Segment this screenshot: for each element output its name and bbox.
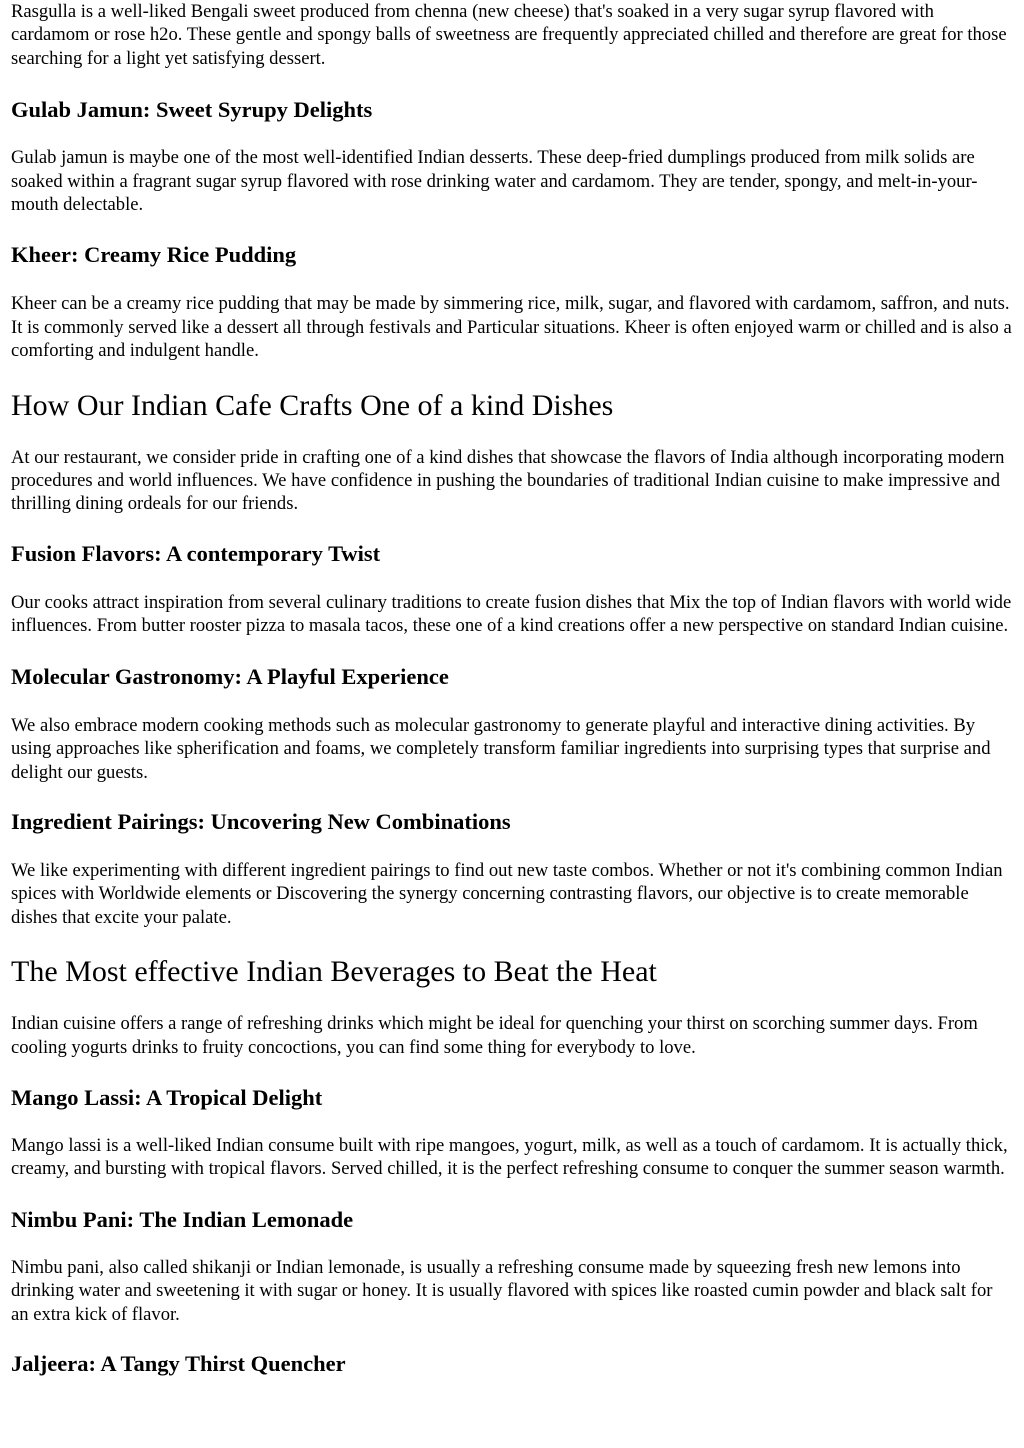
heading-fusion-flavors: Fusion Flavors: A contemporary Twist (11, 540, 381, 566)
paragraph-ingredient-pairings: We like experimenting with different ingredient pairings to find out new taste combos. Whether or not it's combining common Indian spices with Worldwide elements or Discovering the synergy concerning contrasting flavors, our objective is to create memorable dishes that excite your palate. (11, 859, 1003, 928)
heading-indian-cafe-crafts: How Our Indian Cafe Crafts One of a kind Dishes (11, 388, 614, 422)
heading-mango-lassi: Mango Lassi: A Tropical Delight (11, 1084, 323, 1110)
paragraph-mango-lassi: Mango lassi is a well-liked Indian consume built with ripe mangoes, yogurt, milk, as well as a touch of cardamom. It is actually thick, creamy, and bursting with tropical flavors. Served chilled, it is the perfect refreshing consume to conquer the summer season warmth. (11, 1134, 1008, 1180)
heading-ingredient-pairings: Ingredient Pairings: Uncovering New Combinations (11, 808, 511, 834)
heading-molecular-gastronomy: Molecular Gastronomy: A Playful Experience (11, 663, 449, 689)
paragraph-indian-cafe-crafts: At our restaurant, we consider pride in crafting one of a kind dishes that showcase the flavors of India although incorporating modern procedures and world influences. We have confidence in pushing the boundaries of traditional Indian cuisine to make impressive and thrilling dining ordeals for our friends. (11, 446, 1005, 515)
paragraph-molecular-gastronomy: We also embrace modern cooking methods such as molecular gastronomy to generate playful and interactive dining activities. By using approaches like spherification and foams, we completely transform familiar ingredients into surprising types that surprise and delight our guests. (11, 714, 991, 783)
paragraph-kheer: Kheer can be a creamy rice pudding that may be made by simmering rice, milk, sugar, and flavored with cardamom, saffron, and nuts. It is commonly served like a dessert all through festivals and Particular situations. Kheer is often enjoyed warm or chilled and is also a comforting and indulgent handle. (11, 293, 1012, 362)
heading-gulab-jamun: Gulab Jamun: Sweet Syrupy Delights (11, 97, 373, 123)
paragraph-rasgulla: Rasgulla is a well-liked Bengali sweet produced from chenna (new cheese) that's soaked in a very sugar syrup flavored with cardamom or rose h2o. These gentle and spongy balls of sweetness are frequently appreciated chilled and therefore are great for those searching for a light yet satisfying dessert. (11, 1, 1007, 69)
heading-indian-beverages: The Most effective Indian Beverages to Beat the Heat (11, 955, 657, 989)
paragraph-indian-beverages: Indian cuisine offers a range of refreshing drinks which might be ideal for quenching your thirst on scorching summer days. From cooling yogurts drinks to fruity concoctions, you can find some thing for everybody to love. (11, 1013, 978, 1058)
heading-nimbu-pani: Nimbu Pani: The Indian Lemonade (11, 1206, 354, 1232)
heading-kheer: Kheer: Creamy Rice Pudding (11, 242, 297, 268)
paragraph-nimbu-pani: Nimbu pani, also called shikanji or Indian lemonade, is usually a refreshing consume made by squeezing fresh new lemons into drinking water and sweetening it with sugar or honey. It is usually flavored with spices like roasted cumin powder and black salt for an extra kick of flavor. (11, 1256, 993, 1325)
heading-jaljeera: Jaljeera: A Tangy Thirst Quencher (11, 1350, 346, 1376)
paragraph-fusion-flavors: Our cooks attract inspiration from several culinary traditions to create fusion dishes that Mix the top of Indian flavors with world wide influences. From butter rooster pizza to masala tacos, these one of a kind creations offer a new perspective on standard Indian cuisine. (11, 591, 1012, 637)
paragraph-gulab-jamun: Gulab jamun is maybe one of the most well-identified Indian desserts. These deep-fried dumplings produced from milk solids are soaked within a fragrant sugar syrup flavored with rose drinking water and cardamom. They are tender, spongy, and melt-in-your-mouth delectable. (11, 147, 978, 216)
